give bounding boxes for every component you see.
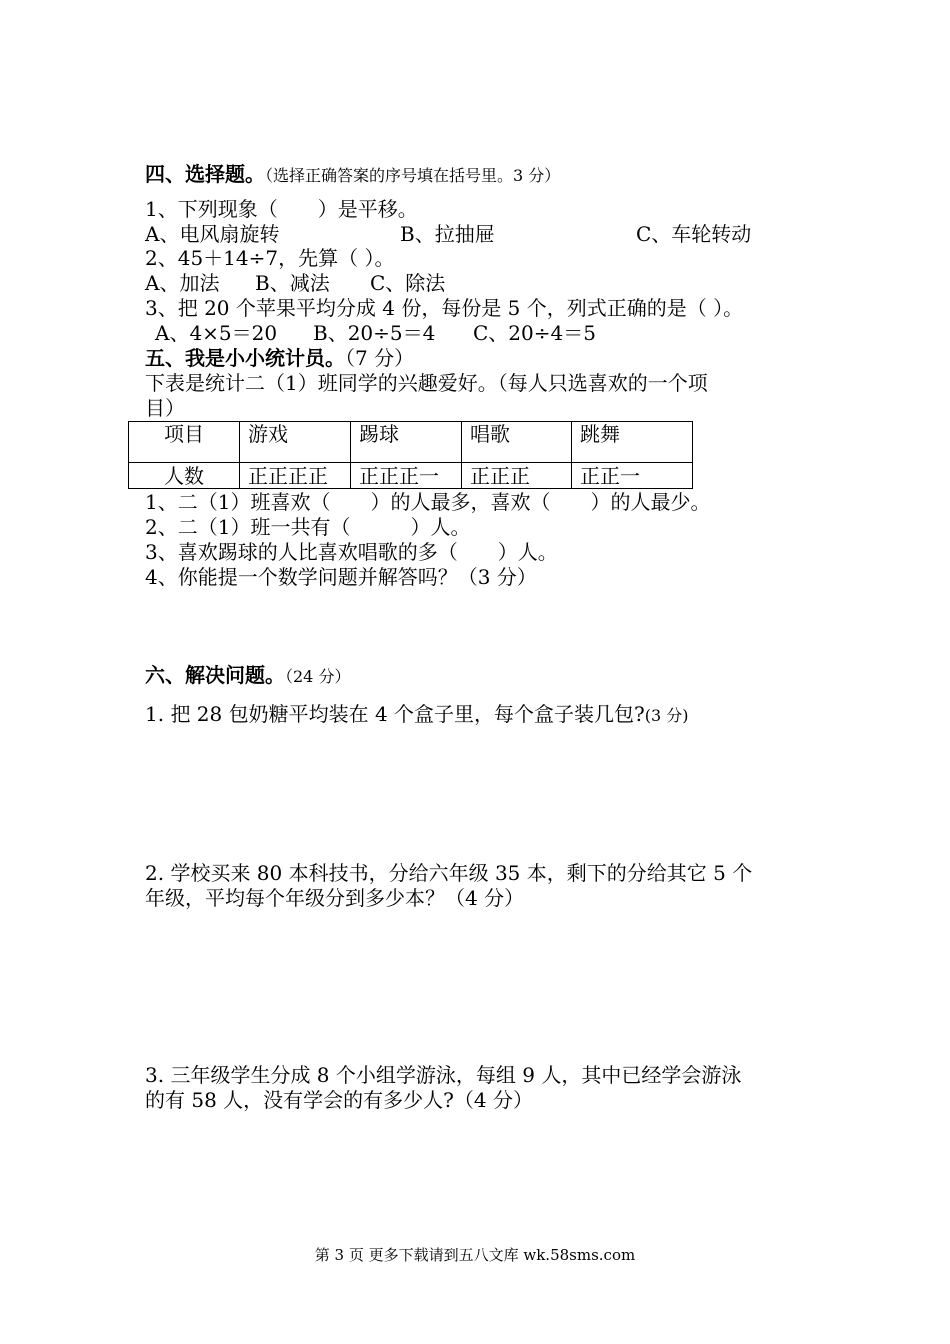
section4-q1-option-a: A、电风扇旋转 xyxy=(145,222,280,246)
table-header-cell: 游戏 xyxy=(240,422,351,463)
stats-table xyxy=(128,421,693,489)
table-header-cell: 踢球 xyxy=(351,422,462,463)
table-cell: 人数 xyxy=(129,463,240,489)
problem-2-line1: 2. 学校买来 80 本科技书，分给六年级 35 本，剩下的分给其它 5 个 xyxy=(145,861,753,885)
table-header-cell: 项目 xyxy=(129,422,240,463)
section4-q2-option-a: A、加法 xyxy=(145,271,220,295)
table-cell: 正正一 xyxy=(572,463,693,489)
section5-q2: 2、二（1）班一共有（ ）人。 xyxy=(145,515,471,539)
section4-q1: 1、下列现象（ ）是平移。 xyxy=(145,197,418,221)
table-header-cell: 唱歌 xyxy=(462,422,572,463)
section4-q3-option-a: A、4×5＝20 xyxy=(155,321,278,345)
table-header-row xyxy=(129,422,693,463)
section4-q2: 2、45＋14÷7，先算（ ）。 xyxy=(145,246,395,270)
section5-q1: 1、二（1）班喜欢（ ）的人最多，喜欢（ ）的人最少。 xyxy=(145,490,711,514)
section4-q2-option-c: C、除法 xyxy=(370,271,446,295)
page-footer: 第 3 页 更多下载请到五八文库 wk.58sms.com xyxy=(314,1246,636,1264)
table-cell: 正正正 xyxy=(462,463,572,489)
section4-q2-option-b: B、减法 xyxy=(255,271,330,295)
section5-q4: 4、你能提一个数学问题并解答吗？（3 分） xyxy=(145,565,537,589)
table-row xyxy=(129,463,693,489)
table-cell: 正正正一 xyxy=(351,463,462,489)
problem-3-line2: 的有 58 人，没有学会的有多少人?（4 分） xyxy=(145,1088,533,1112)
problem-2-line2: 年级，平均每个年级分到多少本？（4 分） xyxy=(145,886,525,910)
section6-score: （24 分） xyxy=(285,667,351,686)
section4-q1-option-b: B、拉抽屉 xyxy=(400,222,495,246)
section4-q1-option-c: C、车轮转动 xyxy=(636,222,752,246)
section6-heading xyxy=(145,663,350,689)
problem-1-score: (3 分) xyxy=(644,706,689,725)
section4-title: 四、选择题。 xyxy=(145,162,265,186)
section4-note: （选择正确答案的序号填在括号里。3 分） xyxy=(265,166,561,185)
problem-1 xyxy=(145,702,689,728)
section4-q3-option-c: C、20÷4＝5 xyxy=(473,321,596,345)
table-header-cell: 跳舞 xyxy=(572,422,693,463)
section4-q3: 3、把 20 个苹果平均分成 4 份，每份是 5 个，列式正确的是（ ）。 xyxy=(145,296,744,320)
section5-q3: 3、喜欢踢球的人比喜欢唱歌的多（ ）人。 xyxy=(145,540,558,564)
section5-title: 五、我是小小统计员。 xyxy=(145,346,345,370)
section5-intro-line2: 目） xyxy=(145,396,185,420)
table-cell: 正正正正 xyxy=(240,463,351,489)
problem-3-line1: 3. 三年级学生分成 8 个小组学游泳，每组 9 人，其中已经学会游泳 xyxy=(145,1063,742,1087)
section5-intro-line1: 下表是统计二（1）班同学的兴趣爱好。（每人只选喜欢的一个项 xyxy=(145,371,708,395)
section4-heading xyxy=(145,162,560,188)
section5-score: （7 分） xyxy=(345,346,415,370)
section5-heading xyxy=(145,346,414,370)
section4-q3-option-b: B、20÷5＝4 xyxy=(313,321,436,345)
section6-title: 六、解决问题。 xyxy=(145,663,285,687)
problem-1-text: 1. 把 28 包奶糖平均装在 4 个盒子里，每个盒子装几包? xyxy=(145,702,645,726)
